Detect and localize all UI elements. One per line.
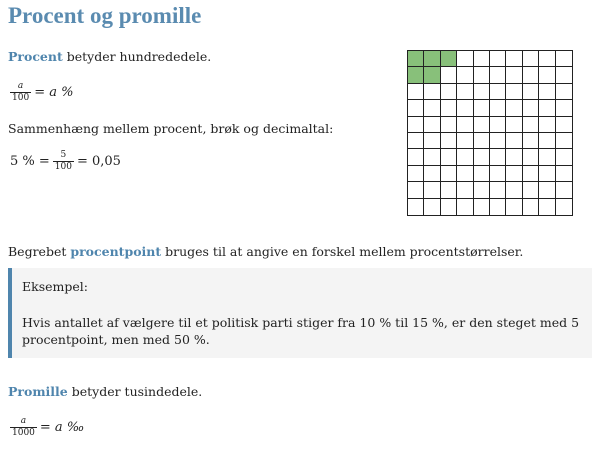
grid-cell bbox=[506, 51, 522, 67]
grid-cell bbox=[441, 182, 457, 198]
grid-cell bbox=[490, 182, 506, 198]
grid-cell bbox=[408, 166, 424, 182]
grid-cell bbox=[556, 67, 572, 83]
grid-cell bbox=[556, 84, 572, 100]
grid-cell-filled bbox=[408, 67, 424, 83]
grid-cell bbox=[506, 166, 522, 182]
procentpoint-definition: Begrebet procentpoint bruges til at angive en forskel mellem procentstørrelser. bbox=[8, 244, 524, 259]
grid-cell-filled bbox=[441, 51, 457, 67]
relation-fraction: $\frac{5}{100}$ bbox=[54, 150, 72, 172]
grid-cell bbox=[523, 117, 539, 133]
relation-formula bbox=[10, 150, 121, 173]
grid-cell bbox=[424, 100, 440, 116]
grid-cell bbox=[539, 199, 555, 215]
grid-cell bbox=[424, 199, 440, 215]
grid-cell bbox=[556, 100, 572, 116]
grid-cell bbox=[441, 67, 457, 83]
grid-cell bbox=[441, 117, 457, 133]
grid-cell bbox=[523, 199, 539, 215]
procent-definition bbox=[8, 48, 211, 65]
grid-cell bbox=[523, 133, 539, 149]
grid-cell bbox=[490, 166, 506, 182]
grid-cell bbox=[490, 133, 506, 149]
grid-cell bbox=[474, 51, 490, 67]
grid-cell bbox=[539, 166, 555, 182]
grid-cell bbox=[474, 100, 490, 116]
grid-cell bbox=[474, 149, 490, 165]
procent-keyword: Procent bbox=[8, 49, 63, 64]
grid-cell-filled bbox=[424, 67, 440, 83]
grid-cell bbox=[490, 67, 506, 83]
grid-cell bbox=[539, 100, 555, 116]
grid-cell bbox=[556, 166, 572, 182]
grid-cell bbox=[490, 117, 506, 133]
grid-cell bbox=[556, 199, 572, 215]
grid-cell bbox=[408, 199, 424, 215]
grid-cell bbox=[556, 117, 572, 133]
grid-cell bbox=[506, 117, 522, 133]
page-title: Procent og promille bbox=[8, 3, 202, 28]
grid-cell bbox=[523, 166, 539, 182]
grid-cell bbox=[506, 67, 522, 83]
grid-cell bbox=[539, 133, 555, 149]
grid-cell bbox=[424, 149, 440, 165]
grid-cell bbox=[539, 51, 555, 67]
grid-cell bbox=[556, 149, 572, 165]
grid-cell bbox=[408, 84, 424, 100]
grid-cell bbox=[556, 51, 572, 67]
grid-cell bbox=[424, 84, 440, 100]
grid-cell bbox=[506, 149, 522, 165]
grid-cell bbox=[457, 149, 473, 165]
grid-cell bbox=[523, 182, 539, 198]
grid-cell bbox=[556, 182, 572, 198]
procent-formula-rhs: = a % bbox=[34, 85, 74, 100]
grid-cell bbox=[474, 166, 490, 182]
procentpoint-keyword: procentpoint bbox=[70, 244, 162, 259]
grid-cell bbox=[457, 117, 473, 133]
grid-cell bbox=[408, 133, 424, 149]
grid-cell bbox=[424, 133, 440, 149]
grid-cell bbox=[474, 199, 490, 215]
grid-cell bbox=[523, 84, 539, 100]
grid-cell bbox=[506, 182, 522, 198]
grid-cell bbox=[441, 133, 457, 149]
grid-cell bbox=[506, 84, 522, 100]
grid-cell bbox=[539, 67, 555, 83]
grid-cell bbox=[523, 51, 539, 67]
promille-text: betyder tusindedele. bbox=[67, 384, 203, 399]
procent-formula bbox=[10, 81, 73, 104]
percent-grid bbox=[407, 50, 573, 216]
grid-cell bbox=[441, 149, 457, 165]
grid-cell bbox=[474, 67, 490, 83]
promille-fraction: $\frac{a}{1000}$ bbox=[12, 416, 35, 438]
grid-cell bbox=[523, 100, 539, 116]
grid-cell bbox=[424, 182, 440, 198]
grid-cell bbox=[539, 149, 555, 165]
grid-cell bbox=[408, 100, 424, 116]
grid-cell bbox=[490, 51, 506, 67]
relation-text: Sammenhæng mellem procent, brøk og decimaltal: bbox=[8, 121, 334, 136]
grid-cell bbox=[490, 149, 506, 165]
grid-cell bbox=[474, 117, 490, 133]
promille-keyword: Promille bbox=[8, 384, 68, 399]
grid-cell bbox=[457, 84, 473, 100]
grid-cell bbox=[457, 133, 473, 149]
procent-fraction: $\frac{a}{100}$ bbox=[12, 81, 30, 103]
grid-cell bbox=[523, 149, 539, 165]
example-box bbox=[8, 268, 592, 358]
grid-cell bbox=[441, 199, 457, 215]
grid-cell bbox=[408, 149, 424, 165]
grid-cell bbox=[424, 117, 440, 133]
procent-text: betyder hundrededele. bbox=[62, 49, 212, 64]
grid-cell bbox=[556, 133, 572, 149]
promille-definition bbox=[8, 383, 202, 400]
grid-cell bbox=[474, 84, 490, 100]
grid-cell bbox=[441, 166, 457, 182]
grid-cell bbox=[457, 100, 473, 116]
grid-cell bbox=[474, 182, 490, 198]
grid-cell bbox=[506, 100, 522, 116]
grid-cell bbox=[457, 182, 473, 198]
grid-cell bbox=[506, 199, 522, 215]
grid-cell bbox=[539, 117, 555, 133]
example-body: Hvis antallet af vælgere til et politisk parti stiger fra 10 % til 15 %, er den steget med 5 procentpoint, men med 50 %. bbox=[22, 315, 580, 347]
grid-cell bbox=[490, 199, 506, 215]
grid-cell bbox=[474, 133, 490, 149]
promille-formula bbox=[10, 416, 84, 439]
grid-cell bbox=[539, 84, 555, 100]
grid-cell bbox=[490, 100, 506, 116]
grid-cell bbox=[523, 67, 539, 83]
grid-cell bbox=[457, 51, 473, 67]
grid-cell bbox=[408, 117, 424, 133]
promille-formula-rhs: = a ‰ bbox=[39, 420, 85, 435]
grid-cell bbox=[441, 100, 457, 116]
grid-cell bbox=[457, 166, 473, 182]
grid-cell bbox=[408, 182, 424, 198]
grid-cell bbox=[539, 182, 555, 198]
grid-cell bbox=[441, 84, 457, 100]
grid-cell bbox=[457, 199, 473, 215]
relation-rhs: = 0,05 bbox=[76, 154, 121, 169]
grid-cell bbox=[506, 133, 522, 149]
grid-cell-filled bbox=[408, 51, 424, 67]
grid-cell-filled bbox=[424, 51, 440, 67]
grid-cell bbox=[457, 67, 473, 83]
grid-cell bbox=[424, 166, 440, 182]
relation-lhs: 5 % = bbox=[10, 154, 50, 169]
grid-cell bbox=[490, 84, 506, 100]
example-heading: Eksempel: bbox=[22, 279, 88, 294]
